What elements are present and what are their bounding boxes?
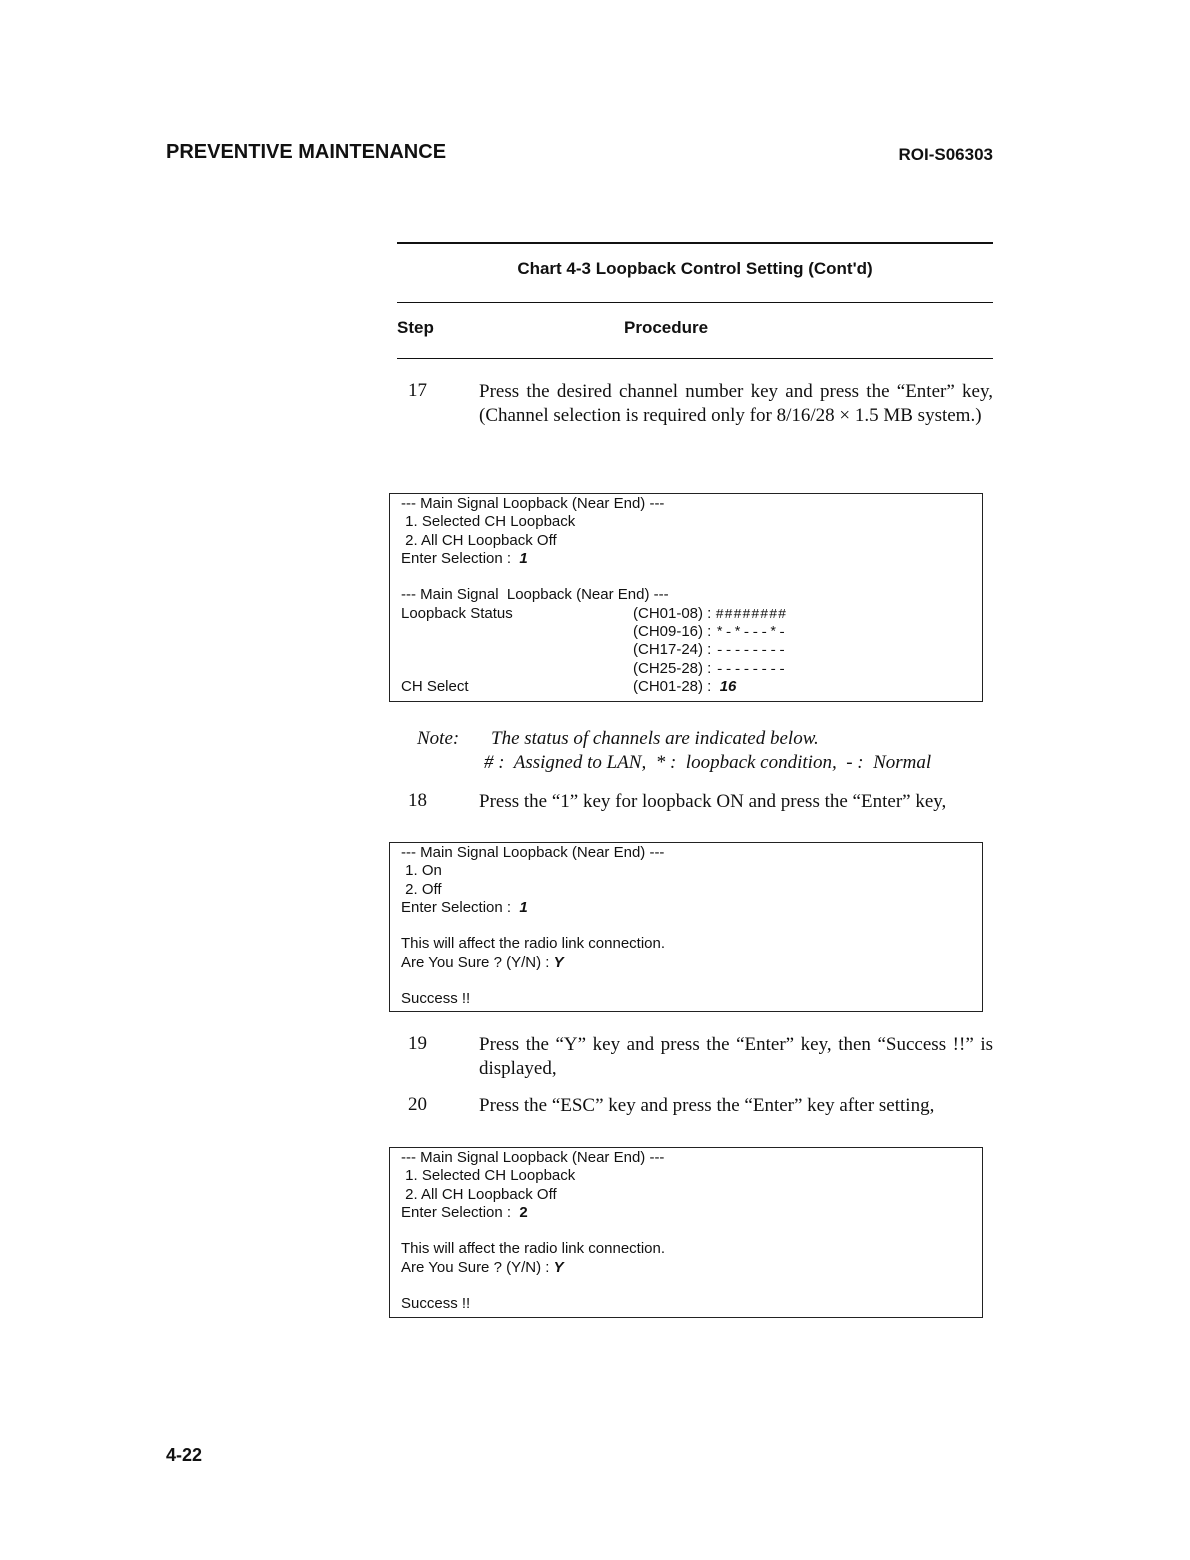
page-number: 4-22 (166, 1445, 203, 1465)
step-number: 17 (408, 380, 427, 401)
selection-value: 1 (519, 549, 528, 567)
step-number: 19 (408, 1033, 427, 1054)
selection-prompt: Enter Selection : (401, 1203, 512, 1221)
top-rule (397, 242, 993, 244)
step-number: 18 (408, 790, 427, 811)
screen-title: --- Main Signal Loopback (Near End) --- (401, 586, 669, 604)
section-title: PREVENTIVE MAINTENANCE (166, 141, 447, 163)
step-text: Press the “1” key for loopback ON and press the “Enter” key, (479, 791, 947, 812)
select-value: 16 (719, 677, 737, 695)
selection-line (401, 899, 982, 917)
chart-title: Chart 4-3 Loopback Control Setting (Cont'd) (517, 259, 873, 278)
terminal-screen-loopback-off (389, 1147, 983, 1318)
status-row (401, 605, 982, 623)
selection-prompt: Enter Selection : (401, 898, 512, 916)
channel-range: (CH01-08) : (633, 604, 712, 622)
channel-status: ######## (715, 606, 787, 623)
status-label: Loopback Status (401, 604, 513, 622)
channel-select-row (401, 678, 982, 696)
channel-range: (CH17-24) : (633, 641, 712, 659)
header-rule (397, 302, 993, 303)
status-row (401, 660, 982, 678)
select-label: CH Select (401, 677, 469, 695)
step-number: 20 (408, 1094, 427, 1115)
screen-title: --- Main Signal Loopback (Near End) --- (401, 495, 665, 512)
note-line: The status of channels are indicated below. (491, 728, 819, 749)
status-row (401, 641, 982, 659)
confirm-line (401, 1259, 982, 1277)
selection-line (401, 550, 982, 568)
confirm-value: Y (553, 953, 564, 971)
terminal-screen-channel-select (389, 493, 983, 702)
column-header-procedure: Procedure (624, 318, 709, 337)
menu-option: 1. On (401, 862, 442, 880)
confirm-prompt: Are You Sure ? (Y/N) : (401, 1258, 550, 1276)
menu-option: 2. All CH Loopback Off (401, 531, 557, 549)
step-text: Press the “Y” key and press the “Enter” key, then “Success !!” is displayed, (479, 1034, 993, 1079)
channel-range: (CH09-16) : (633, 623, 712, 641)
terminal-screen-loopback-on (389, 842, 983, 1012)
channel-status: -------- (715, 661, 787, 678)
menu-option: 2. All CH Loopback Off (401, 1185, 557, 1203)
note-legend: # : Assigned to LAN, * : loopback condition, - : Normal (484, 752, 932, 773)
warning-text: This will affect the radio link connection. (401, 935, 666, 953)
warning-text: This will affect the radio link connection. (401, 1240, 666, 1258)
selection-line (401, 1204, 982, 1222)
step-text: Press the “ESC” key and press the “Enter” key after setting, (479, 1095, 935, 1116)
channel-range: (CH25-28) : (633, 659, 712, 677)
menu-option: 2. Off (401, 880, 442, 898)
status-row (401, 623, 982, 641)
result-text: Success !! (401, 990, 471, 1008)
menu-option: 1. Selected CH Loopback (401, 513, 576, 531)
document-id: ROI-S06303 (898, 145, 993, 164)
confirm-value: Y (553, 1258, 564, 1276)
menu-option: 1. Selected CH Loopback (401, 1167, 576, 1185)
column-header-step: Step (397, 318, 434, 337)
selection-value: 1 (519, 898, 528, 916)
note (417, 727, 977, 775)
confirm-prompt: Are You Sure ? (Y/N) : (401, 953, 550, 971)
confirm-line (401, 954, 982, 972)
selection-value: 2 (519, 1203, 528, 1221)
note-label: Note: (417, 728, 460, 749)
select-range: (CH01-28) : (633, 677, 712, 695)
column-rule (397, 358, 993, 359)
selection-prompt: Enter Selection : (401, 549, 512, 567)
step-text: Press the desired channel number key and press the “Enter” key, (Channel selection is required only for 8/16/28 × 1.5 MB system.) (479, 381, 993, 426)
screen-title: --- Main Signal Loopback (Near End) --- (401, 1149, 665, 1166)
screen-title: --- Main Signal Loopback (Near End) --- (401, 844, 665, 861)
channel-status: *-*---*- (715, 625, 787, 642)
result-text: Success !! (401, 1295, 471, 1313)
channel-status: -------- (715, 643, 787, 660)
